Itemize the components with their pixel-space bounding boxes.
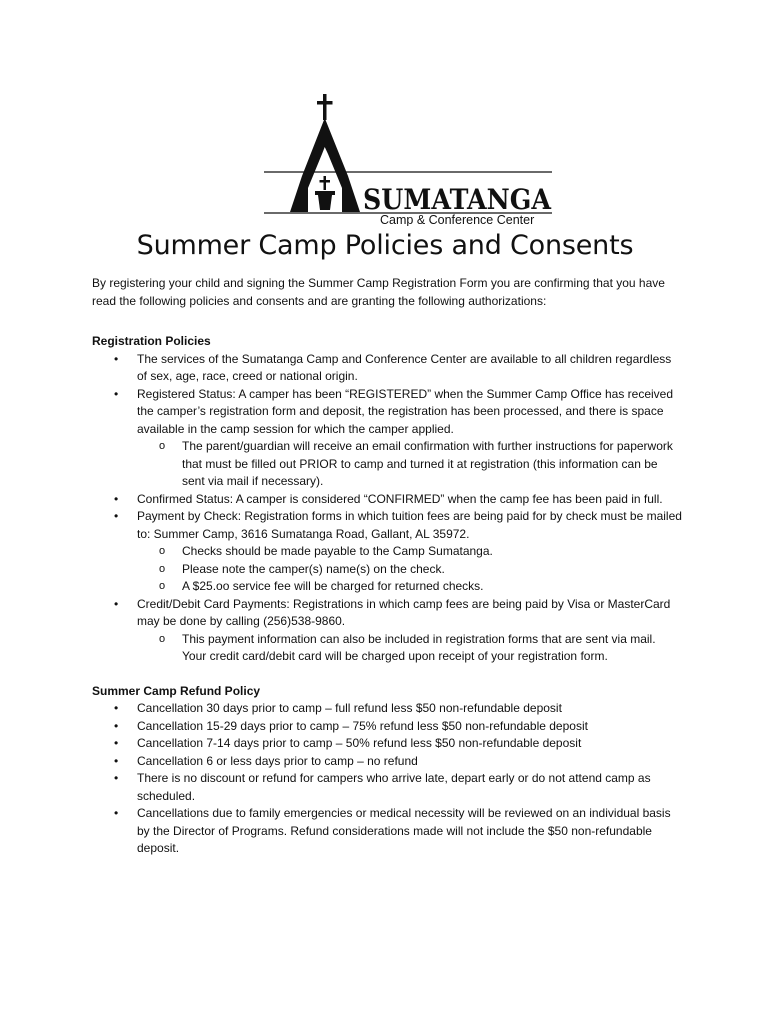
registered-sub-list <box>137 438 682 491</box>
list-item: • There is no discount or refund for campers who arrive late, depart early or do not attend camp as scheduled. <box>92 770 682 805</box>
page-title: Summer Camp Policies and Consents <box>136 230 634 261</box>
logo-wordmark: SUMATANGA <box>363 183 553 216</box>
sub-list-item: o Checks should be made payable to the Camp Sumatanga. <box>137 543 682 561</box>
registration-policies-section <box>92 333 682 666</box>
logo-tagline: Camp & Conference Center <box>380 213 535 226</box>
policy-content <box>92 275 682 858</box>
list-item: • Credit/Debit Card Payments: Registrations in which camp fees are being paid by Visa or MasterCard may be done by calling (256)538-9860. o This payment information can also be included in registration forms that are sent via mail. Your credit card/debit card will be charged upon receipt of your registration form. <box>92 596 682 666</box>
sub-list-item: o A $25.oo service fee will be charged for returned checks. <box>137 578 682 596</box>
sub-list-item: o The parent/guardian will receive an email confirmation with further instructions for paperwork that must be filled out PRIOR to camp and turned it at registration (this information can be sent via mail if necessary). <box>137 438 682 491</box>
refund-policy-heading: Summer Camp Refund Policy <box>92 683 261 698</box>
refund-policy-section <box>92 683 682 858</box>
list-item: • Payment by Check: Registration forms in which tuition fees are being paid for by check must be mailed to: Summer Camp, 3616 Sumatanga Road, Gallant, AL 35972. o Checks should be made payable to the Camp Sumatanga. o Please note the camper(s) name(s) on the check. o A $25.oo service fee will be charged for returned checks. <box>92 508 682 596</box>
list-item: • Cancellation 7-14 days prior to camp – 50% refund less $50 non-refundable deposit <box>92 735 682 753</box>
sub-list-item: o This payment information can also be included in registration forms that are sent via mail. Your credit card/debit card will be charged upon receipt of your registration form. <box>137 631 682 666</box>
registration-policies-list <box>92 351 682 666</box>
refund-policy-list <box>92 700 682 858</box>
list-item: • Cancellation 6 or less days prior to camp – no refund <box>92 753 682 771</box>
registration-policies-heading: Registration Policies <box>92 334 211 348</box>
check-sub-list <box>137 543 682 596</box>
intro-paragraph: By registering your child and signing the Summer Camp Registration Form you are confirming that you have read the following policies and consents and are granting the following authorizations: <box>92 276 665 308</box>
church-logo-graphic <box>262 92 558 226</box>
list-item: • Cancellation 30 days prior to camp – full refund less $50 non-refundable deposit <box>92 700 682 718</box>
list-item: • Registered Status: A camper has been “REGISTERED” when the Summer Camp Office has received the camper’s registration form and deposit, the registration has been processed, and there is space available in the camp session for which the camper applied. o The parent/guardian will receive an email confirmation with further instructions for paperwork that must be filled out PRIOR to camp and turned it at registration (this information can be sent via mail if necessary). <box>92 386 682 491</box>
sub-list-item: o Please note the camper(s) name(s) on the check. <box>137 561 682 579</box>
list-item: • The services of the Sumatanga Camp and Conference Center are available to all children regardless of sex, age, race, creed or national origin. <box>92 351 682 386</box>
list-item: • Cancellation 15-29 days prior to camp – 75% refund less $50 non-refundable deposit <box>92 718 682 736</box>
sumatanga-logo <box>262 92 558 226</box>
card-sub-list <box>137 631 682 666</box>
list-item: • Confirmed Status: A camper is considered “CONFIRMED” when the camp fee has been paid in full. <box>92 491 682 509</box>
list-item: • Cancellations due to family emergencies or medical necessity will be reviewed on an individual basis by the Director of Programs. Refund considerations made will not include the $50 non-refundable deposit. <box>92 805 682 858</box>
